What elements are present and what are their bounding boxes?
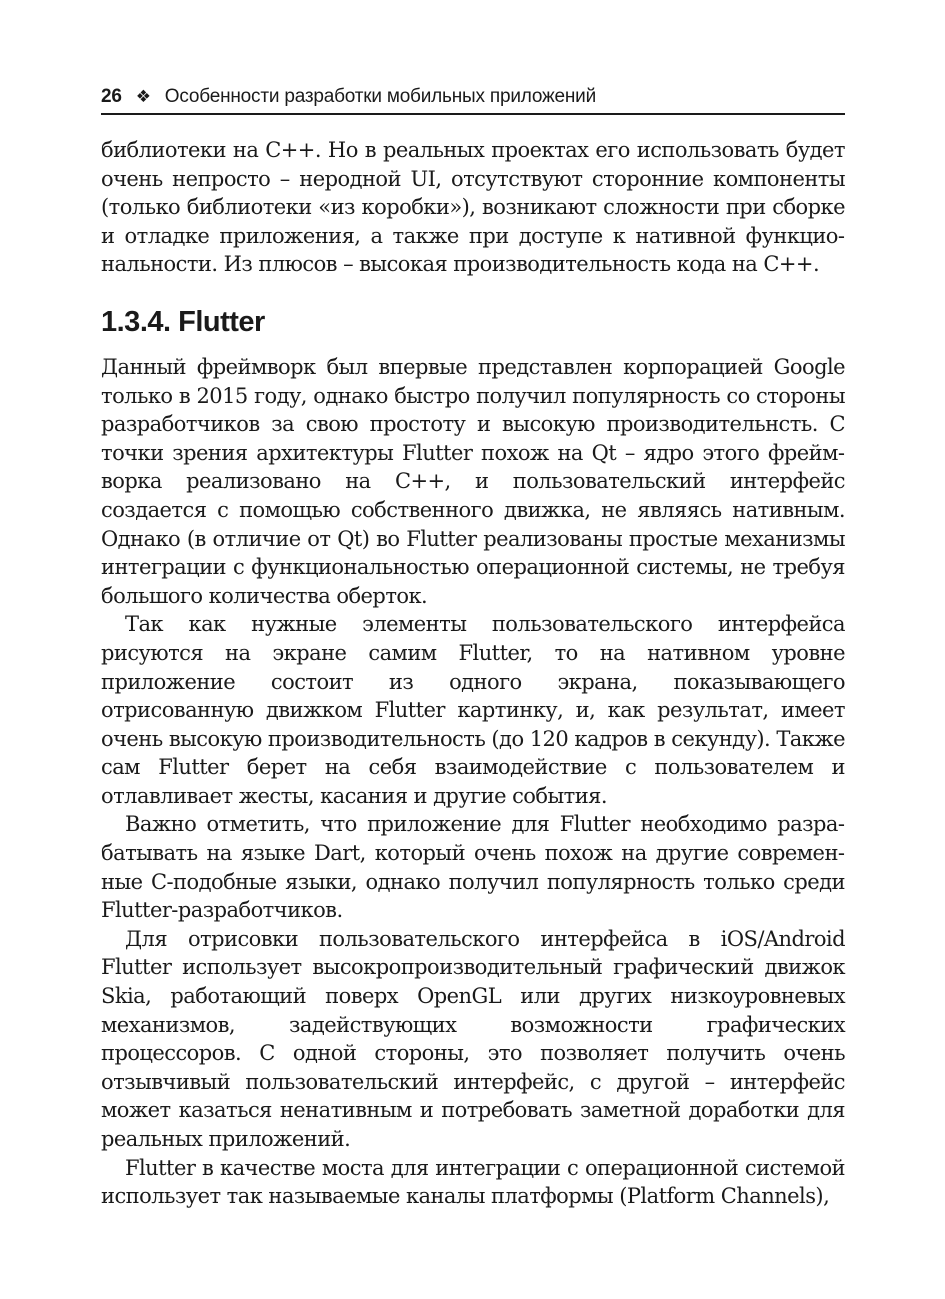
paragraph: Так как нужные элементы пользовательского интерфейса рисуются на экране самим Flutter, то на нативном уровне приложение состоит из одного экрана, показывающего отрисованную движком Flutter картинку, и, как результат, имеет очень высокую производительность (до 120 кадров в секунду). Также сам Flutter берет на себя взаимодействие с пользователем и отлавливает жесты, касания и другие события. bbox=[101, 612, 845, 808]
running-header bbox=[101, 84, 845, 115]
section-heading: 1.3.4. Flutter bbox=[101, 305, 265, 338]
paragraph-continued: библиотеки на C++. Но в реальных проектах его использовать будет очень непросто – неродной UI, отсутствуют сторонние компоненты (только библиотеки «из коробки»), возникают сложности при сборке и отладке приложения, а также при доступе к нативной функциональности. Из плюсов – высокая производительность кода на C++. bbox=[101, 138, 845, 277]
paragraph: Flutter в качестве моста для интеграции с операционной системой использует так называемые каналы платформы (Platform Channels), bbox=[101, 1155, 845, 1209]
chapter-title: Особенности разработки мобильных приложений bbox=[164, 86, 596, 107]
page-number: 26 bbox=[101, 86, 122, 107]
paragraph: Данный фреймворк был впервые представлен корпорацией Google только в 2015 году, однако быстро получил популярность со стороны разработчиков за свою простоту и высокую производительнсть. С точки зрения архитектуры Flutter похож на Qt – ядро этого фреймворка реализовано на C++, и пользовательский интерфейс создается с помощью собственного движка, не являясь нативным. Однако (в отличие от Qt) во Flutter реализованы простые механизмы интеграции с функциональностью операционной системы, не требуя большого количества оберток. bbox=[101, 354, 845, 608]
paragraph: Для отрисовки пользовательского интерфейса в iOS/Android Flutter использует высокропроизводительный графический движок Skia, работающий поверх OpenGL или других низкоуровневых механизмов, задействующих возможности графических процессоров. С одной стороны, это позволяет получить очень отзывчивый пользовательский интерфейс, с другой – интерфейс может казаться ненативным и потребовать заметной доработки для реальных приложений. bbox=[101, 926, 845, 1151]
book-page bbox=[101, 84, 845, 1211]
paragraph: Важно отметить, что приложение для Flutter необходимо разрабатывать на языке Dart, который очень похож на другие современные C-подобные языки, однако получил популярность только среди Flutter-разработчиков. bbox=[101, 812, 845, 923]
ornament-icon: ❖ bbox=[135, 87, 151, 106]
